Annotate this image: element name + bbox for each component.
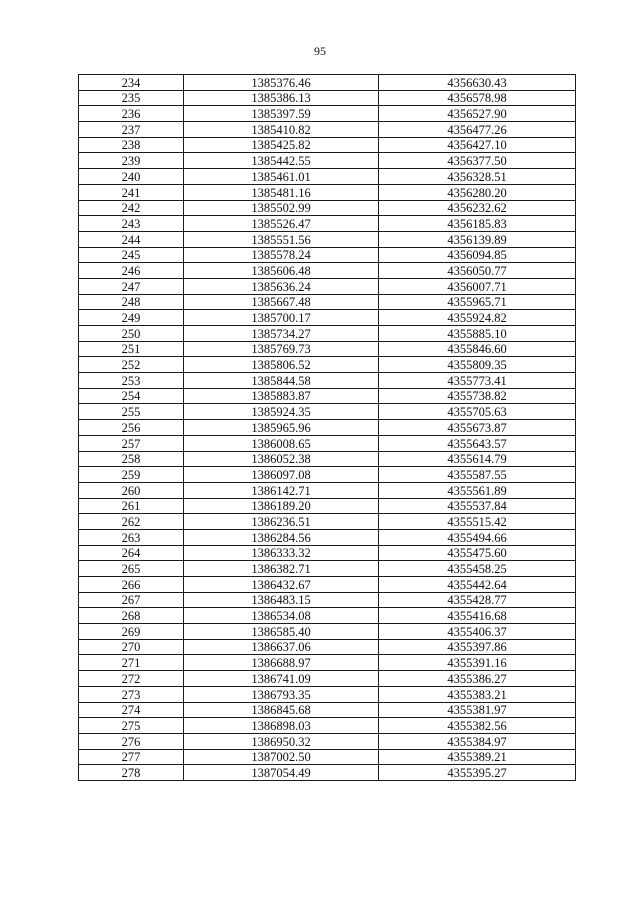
y-coordinate-cell: 4355773.41	[379, 373, 576, 389]
table-row	[79, 733, 576, 749]
x-coordinate-cell: 1385461.01	[184, 169, 379, 185]
y-coordinate-cell: 4355809.35	[379, 357, 576, 373]
x-coordinate-cell: 1385924.35	[184, 404, 379, 420]
x-coordinate-cell: 1385386.13	[184, 90, 379, 106]
x-coordinate-cell: 1386008.65	[184, 435, 379, 451]
table-row	[79, 137, 576, 153]
table-row	[79, 90, 576, 106]
point-number-cell: 260	[79, 482, 184, 498]
y-coordinate-cell: 4355428.77	[379, 592, 576, 608]
table-row	[79, 294, 576, 310]
point-number-cell: 248	[79, 294, 184, 310]
y-coordinate-cell: 4356185.83	[379, 216, 576, 232]
y-coordinate-cell: 4356427.10	[379, 137, 576, 153]
x-coordinate-cell: 1386052.38	[184, 451, 379, 467]
point-number-cell: 242	[79, 200, 184, 216]
y-coordinate-cell: 4355389.21	[379, 749, 576, 765]
table-row	[79, 639, 576, 655]
y-coordinate-cell: 4356578.98	[379, 90, 576, 106]
table-row	[79, 357, 576, 373]
table-row	[79, 545, 576, 561]
table-row	[79, 451, 576, 467]
y-coordinate-cell: 4355382.56	[379, 718, 576, 734]
y-coordinate-cell: 4355381.97	[379, 702, 576, 718]
table-row	[79, 216, 576, 232]
y-coordinate-cell: 4356139.89	[379, 231, 576, 247]
x-coordinate-cell: 1385442.55	[184, 153, 379, 169]
y-coordinate-cell: 4356050.77	[379, 263, 576, 279]
table-row	[79, 671, 576, 687]
table-row	[79, 577, 576, 593]
y-coordinate-cell: 4355738.82	[379, 388, 576, 404]
x-coordinate-cell: 1385481.16	[184, 184, 379, 200]
y-coordinate-cell: 4355515.42	[379, 514, 576, 530]
table-row	[79, 200, 576, 216]
table-row	[79, 326, 576, 342]
table-row	[79, 749, 576, 765]
point-number-cell: 257	[79, 435, 184, 451]
point-number-cell: 235	[79, 90, 184, 106]
point-number-cell: 241	[79, 184, 184, 200]
x-coordinate-cell: 1386637.06	[184, 639, 379, 655]
y-coordinate-cell: 4356094.85	[379, 247, 576, 263]
y-coordinate-cell: 4356630.43	[379, 75, 576, 91]
x-coordinate-cell: 1386534.08	[184, 608, 379, 624]
x-coordinate-cell: 1385606.48	[184, 263, 379, 279]
table-row	[79, 624, 576, 640]
y-coordinate-cell: 4356527.90	[379, 106, 576, 122]
x-coordinate-cell: 1385410.82	[184, 122, 379, 138]
x-coordinate-cell: 1386950.32	[184, 733, 379, 749]
point-number-cell: 271	[79, 655, 184, 671]
point-number-cell: 263	[79, 529, 184, 545]
table-row	[79, 561, 576, 577]
table-row	[79, 169, 576, 185]
y-coordinate-cell: 4355643.57	[379, 435, 576, 451]
point-number-cell: 275	[79, 718, 184, 734]
point-number-cell: 239	[79, 153, 184, 169]
y-coordinate-cell: 4355383.21	[379, 686, 576, 702]
point-number-cell: 246	[79, 263, 184, 279]
point-number-cell: 256	[79, 420, 184, 436]
table-row	[79, 278, 576, 294]
x-coordinate-cell: 1386741.09	[184, 671, 379, 687]
point-number-cell: 273	[79, 686, 184, 702]
point-number-cell: 270	[79, 639, 184, 655]
y-coordinate-cell: 4356477.26	[379, 122, 576, 138]
x-coordinate-cell: 1386432.67	[184, 577, 379, 593]
table-row	[79, 263, 576, 279]
x-coordinate-cell: 1385700.17	[184, 310, 379, 326]
point-number-cell: 245	[79, 247, 184, 263]
table-row	[79, 655, 576, 671]
table-row	[79, 404, 576, 420]
point-number-cell: 244	[79, 231, 184, 247]
point-number-cell: 276	[79, 733, 184, 749]
x-coordinate-cell: 1385636.24	[184, 278, 379, 294]
x-coordinate-cell: 1386142.71	[184, 482, 379, 498]
table-row	[79, 482, 576, 498]
y-coordinate-cell: 4355458.25	[379, 561, 576, 577]
table-row	[79, 765, 576, 781]
y-coordinate-cell: 4355475.60	[379, 545, 576, 561]
x-coordinate-cell: 1385425.82	[184, 137, 379, 153]
point-number-cell: 253	[79, 373, 184, 389]
table-row	[79, 498, 576, 514]
x-coordinate-cell: 1385578.24	[184, 247, 379, 263]
x-coordinate-cell: 1386845.68	[184, 702, 379, 718]
x-coordinate-cell: 1386382.71	[184, 561, 379, 577]
x-coordinate-cell: 1385734.27	[184, 326, 379, 342]
point-number-cell: 234	[79, 75, 184, 91]
point-number-cell: 274	[79, 702, 184, 718]
point-number-cell: 247	[79, 278, 184, 294]
x-coordinate-cell: 1386189.20	[184, 498, 379, 514]
table-row	[79, 231, 576, 247]
point-number-cell: 236	[79, 106, 184, 122]
point-number-cell: 249	[79, 310, 184, 326]
x-coordinate-cell: 1385667.48	[184, 294, 379, 310]
x-coordinate-cell: 1386688.97	[184, 655, 379, 671]
table-row	[79, 341, 576, 357]
table-row	[79, 373, 576, 389]
coordinates-table-body	[79, 75, 576, 781]
table-row	[79, 247, 576, 263]
point-number-cell: 251	[79, 341, 184, 357]
coordinates-table	[78, 74, 576, 781]
y-coordinate-cell: 4355965.71	[379, 294, 576, 310]
point-number-cell: 255	[79, 404, 184, 420]
table-row	[79, 153, 576, 169]
y-coordinate-cell: 4355395.27	[379, 765, 576, 781]
point-number-cell: 261	[79, 498, 184, 514]
x-coordinate-cell: 1385502.99	[184, 200, 379, 216]
point-number-cell: 266	[79, 577, 184, 593]
y-coordinate-cell: 4355494.66	[379, 529, 576, 545]
table-row	[79, 388, 576, 404]
x-coordinate-cell: 1386284.56	[184, 529, 379, 545]
y-coordinate-cell: 4356328.51	[379, 169, 576, 185]
x-coordinate-cell: 1386483.15	[184, 592, 379, 608]
y-coordinate-cell: 4355406.37	[379, 624, 576, 640]
point-number-cell: 250	[79, 326, 184, 342]
y-coordinate-cell: 4355397.86	[379, 639, 576, 655]
point-number-cell: 259	[79, 467, 184, 483]
table-row	[79, 702, 576, 718]
table-row	[79, 529, 576, 545]
y-coordinate-cell: 4356377.50	[379, 153, 576, 169]
x-coordinate-cell: 1386333.32	[184, 545, 379, 561]
point-number-cell: 268	[79, 608, 184, 624]
x-coordinate-cell: 1385883.87	[184, 388, 379, 404]
x-coordinate-cell: 1386236.51	[184, 514, 379, 530]
table-row	[79, 514, 576, 530]
y-coordinate-cell: 4355885.10	[379, 326, 576, 342]
table-row	[79, 718, 576, 734]
table-row	[79, 467, 576, 483]
point-number-cell: 254	[79, 388, 184, 404]
point-number-cell: 272	[79, 671, 184, 687]
point-number-cell: 264	[79, 545, 184, 561]
point-number-cell: 269	[79, 624, 184, 640]
table-row	[79, 122, 576, 138]
y-coordinate-cell: 4355705.63	[379, 404, 576, 420]
y-coordinate-cell: 4355386.27	[379, 671, 576, 687]
point-number-cell: 262	[79, 514, 184, 530]
y-coordinate-cell: 4355924.82	[379, 310, 576, 326]
table-row	[79, 608, 576, 624]
x-coordinate-cell: 1385376.46	[184, 75, 379, 91]
table-row	[79, 310, 576, 326]
point-number-cell: 278	[79, 765, 184, 781]
y-coordinate-cell: 4355561.89	[379, 482, 576, 498]
x-coordinate-cell: 1385526.47	[184, 216, 379, 232]
y-coordinate-cell: 4355587.55	[379, 467, 576, 483]
table-row	[79, 75, 576, 91]
table-row	[79, 686, 576, 702]
y-coordinate-cell: 4356280.20	[379, 184, 576, 200]
point-number-cell: 243	[79, 216, 184, 232]
point-number-cell: 237	[79, 122, 184, 138]
point-number-cell: 238	[79, 137, 184, 153]
table-row	[79, 435, 576, 451]
y-coordinate-cell: 4355391.16	[379, 655, 576, 671]
x-coordinate-cell: 1385806.52	[184, 357, 379, 373]
x-coordinate-cell: 1385397.59	[184, 106, 379, 122]
point-number-cell: 267	[79, 592, 184, 608]
point-number-cell: 265	[79, 561, 184, 577]
y-coordinate-cell: 4355384.97	[379, 733, 576, 749]
x-coordinate-cell: 1385965.96	[184, 420, 379, 436]
x-coordinate-cell: 1385844.58	[184, 373, 379, 389]
y-coordinate-cell: 4355537.84	[379, 498, 576, 514]
point-number-cell: 277	[79, 749, 184, 765]
x-coordinate-cell: 1385769.73	[184, 341, 379, 357]
x-coordinate-cell: 1386585.40	[184, 624, 379, 640]
page-number: 95	[314, 44, 326, 58]
point-number-cell: 258	[79, 451, 184, 467]
x-coordinate-cell: 1386793.35	[184, 686, 379, 702]
x-coordinate-cell: 1385551.56	[184, 231, 379, 247]
y-coordinate-cell: 4355846.60	[379, 341, 576, 357]
table-row	[79, 592, 576, 608]
y-coordinate-cell: 4356007.71	[379, 278, 576, 294]
point-number-cell: 240	[79, 169, 184, 185]
table-row	[79, 106, 576, 122]
point-number-cell: 252	[79, 357, 184, 373]
y-coordinate-cell: 4355614.79	[379, 451, 576, 467]
x-coordinate-cell: 1386898.03	[184, 718, 379, 734]
y-coordinate-cell: 4355673.87	[379, 420, 576, 436]
x-coordinate-cell: 1386097.08	[184, 467, 379, 483]
y-coordinate-cell: 4355416.68	[379, 608, 576, 624]
y-coordinate-cell: 4355442.64	[379, 577, 576, 593]
y-coordinate-cell: 4356232.62	[379, 200, 576, 216]
x-coordinate-cell: 1387054.49	[184, 765, 379, 781]
table-row	[79, 184, 576, 200]
table-row	[79, 420, 576, 436]
x-coordinate-cell: 1387002.50	[184, 749, 379, 765]
